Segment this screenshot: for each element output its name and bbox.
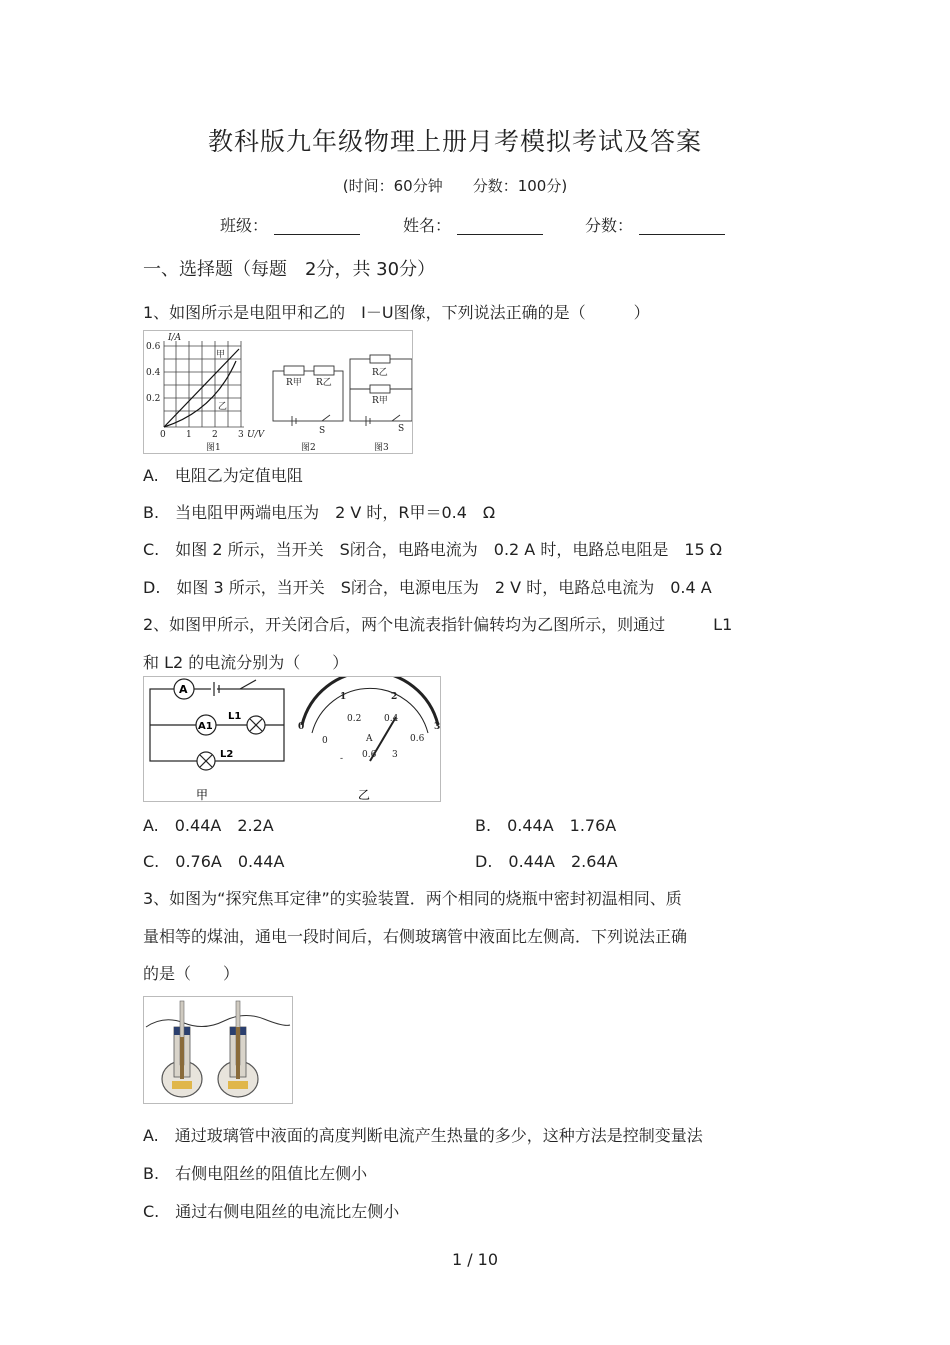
xtick-3: 3 [238,430,244,440]
class-field [220,213,360,236]
q2-stem-1: 2、如图甲所示，开关闭合后，两个电流表指针偏转均为乙图所示，则通过 L1 [143,615,733,634]
name-label: 姓名： [403,216,452,235]
q3-figure [143,996,293,1104]
class-label: 班级： [220,216,269,235]
scale-big-3: 3 [434,722,440,732]
xtick-1: 1 [186,430,192,440]
terminal-06: 0.6 [362,750,377,760]
score-field [585,213,725,236]
y-axis-label: I/A [168,333,182,343]
scale-small-0: 0 [322,736,328,746]
ytick-06: 0.6 [146,342,161,352]
score-label: 分数： [585,216,634,235]
fig3-r-yi: R乙 [372,368,388,378]
label-yi: 乙 [218,402,228,412]
q3-stem-1: 3、如图为“探究焦耳定律”的实验装置．两个相同的烧瓶中密封初温相同、质 [143,889,682,908]
fig3-r-jia: R甲 [372,396,388,406]
exam-info: (时间：60分钟 分数：100分) [342,177,568,195]
q3-option-c[interactable]: C. 通过右侧电阻丝的电流比左侧小 [143,1202,400,1221]
q1-option-d[interactable]: D. 如图 3 所示，当开关 S闭合，电源电压为 2 V 时，电路总电流为 0.4 A [143,578,712,597]
q2-option-c[interactable]: C. 0.76A 0.44A [143,852,285,871]
fig2-r-yi: R乙 [316,378,332,388]
curve-yi [164,361,236,427]
joule-apparatus [146,1001,290,1097]
scale-big-0: 0 [298,722,305,732]
q1-circuit-2 [273,366,343,426]
lamp-l2-label: L2 [220,749,234,760]
q1-graph [164,341,244,427]
x-axis-label: U/V [247,430,265,440]
q1-stem: 1、如图所示是电阻甲和乙的 I－U图像，下列说法正确的是（ ） [143,303,650,322]
scale-small-02: 0.2 [347,714,362,724]
fig2-r-jia: R甲 [286,378,302,388]
terminal-minus: - [340,754,344,764]
q1-figure [143,330,413,454]
q2-option-a[interactable]: A. 0.44A 2.2A [143,816,274,835]
q3-stem-3: 的是（ ） [143,964,240,983]
caption-yi: 乙 [358,788,371,801]
fig3-switch: S [398,424,405,434]
class-blank[interactable] [274,218,360,235]
q2-figure [143,676,441,802]
label-jia: 甲 [216,350,226,360]
ytick-0: 0 [160,430,166,440]
q2-stem-2: 和 L2 的电流分别为（ ） [143,653,349,672]
q2-option-b[interactable]: B. 0.44A 1.76A [475,816,617,835]
lamp-l1-label: L1 [228,711,242,722]
ytick-04: 0.4 [146,368,161,378]
fig2-switch: S [319,426,326,436]
ytick-02: 0.2 [146,394,161,404]
name-blank[interactable] [457,218,543,235]
page-number: 1 / 10 [451,1250,499,1269]
q3-option-a[interactable]: A. 通过玻璃管中液面的高度判断电流产生热量的多少，这种方法是控制变量法 [143,1126,703,1145]
caption-fig1: 图1 [206,443,221,453]
q1-circuit-3 [350,355,412,426]
caption-fig2: 图2 [301,443,316,453]
q2-meter-dial [302,677,438,761]
name-field [403,213,543,236]
q1-option-b[interactable]: B. 当电阻甲两端电压为 2 V 时，R甲＝0.4 Ω [143,503,496,522]
scale-big-2: 2 [391,692,398,702]
meter-a-label: A [179,683,188,696]
q1-option-a[interactable]: A. 电阻乙为定值电阻 [143,466,303,485]
q3-stem-2: 量相等的煤油，通电一段时间后，右侧玻璃管中液面比左侧高．下列说法正确 [143,927,688,946]
xtick-2: 2 [212,430,218,440]
scale-big-1: 1 [340,692,347,702]
caption-jia: 甲 [196,788,209,801]
q3-option-b[interactable]: B. 右侧电阻丝的阻值比左侧小 [143,1164,368,1183]
q2-circuit [150,679,284,770]
meter-dial-a: A [366,734,373,744]
meter-a1-label: A1 [198,721,213,732]
section-heading: 一、选择题（每题 2分，共 30分） [143,259,436,280]
terminal-3: 3 [392,750,398,760]
scale-small-06: 0.6 [410,734,425,744]
scale-small-04: 0.4 [384,714,399,724]
score-blank[interactable] [639,218,725,235]
q1-option-c[interactable]: C. 如图 2 所示，当开关 S闭合，电路电流为 0.2 A 时，电路总电阻是 15 Ω [143,540,723,559]
caption-fig3: 图3 [374,443,389,453]
page-title: 教科版九年级物理上册月考模拟考试及答案 [207,127,702,156]
q2-option-d[interactable]: D. 0.44A 2.64A [475,852,618,871]
